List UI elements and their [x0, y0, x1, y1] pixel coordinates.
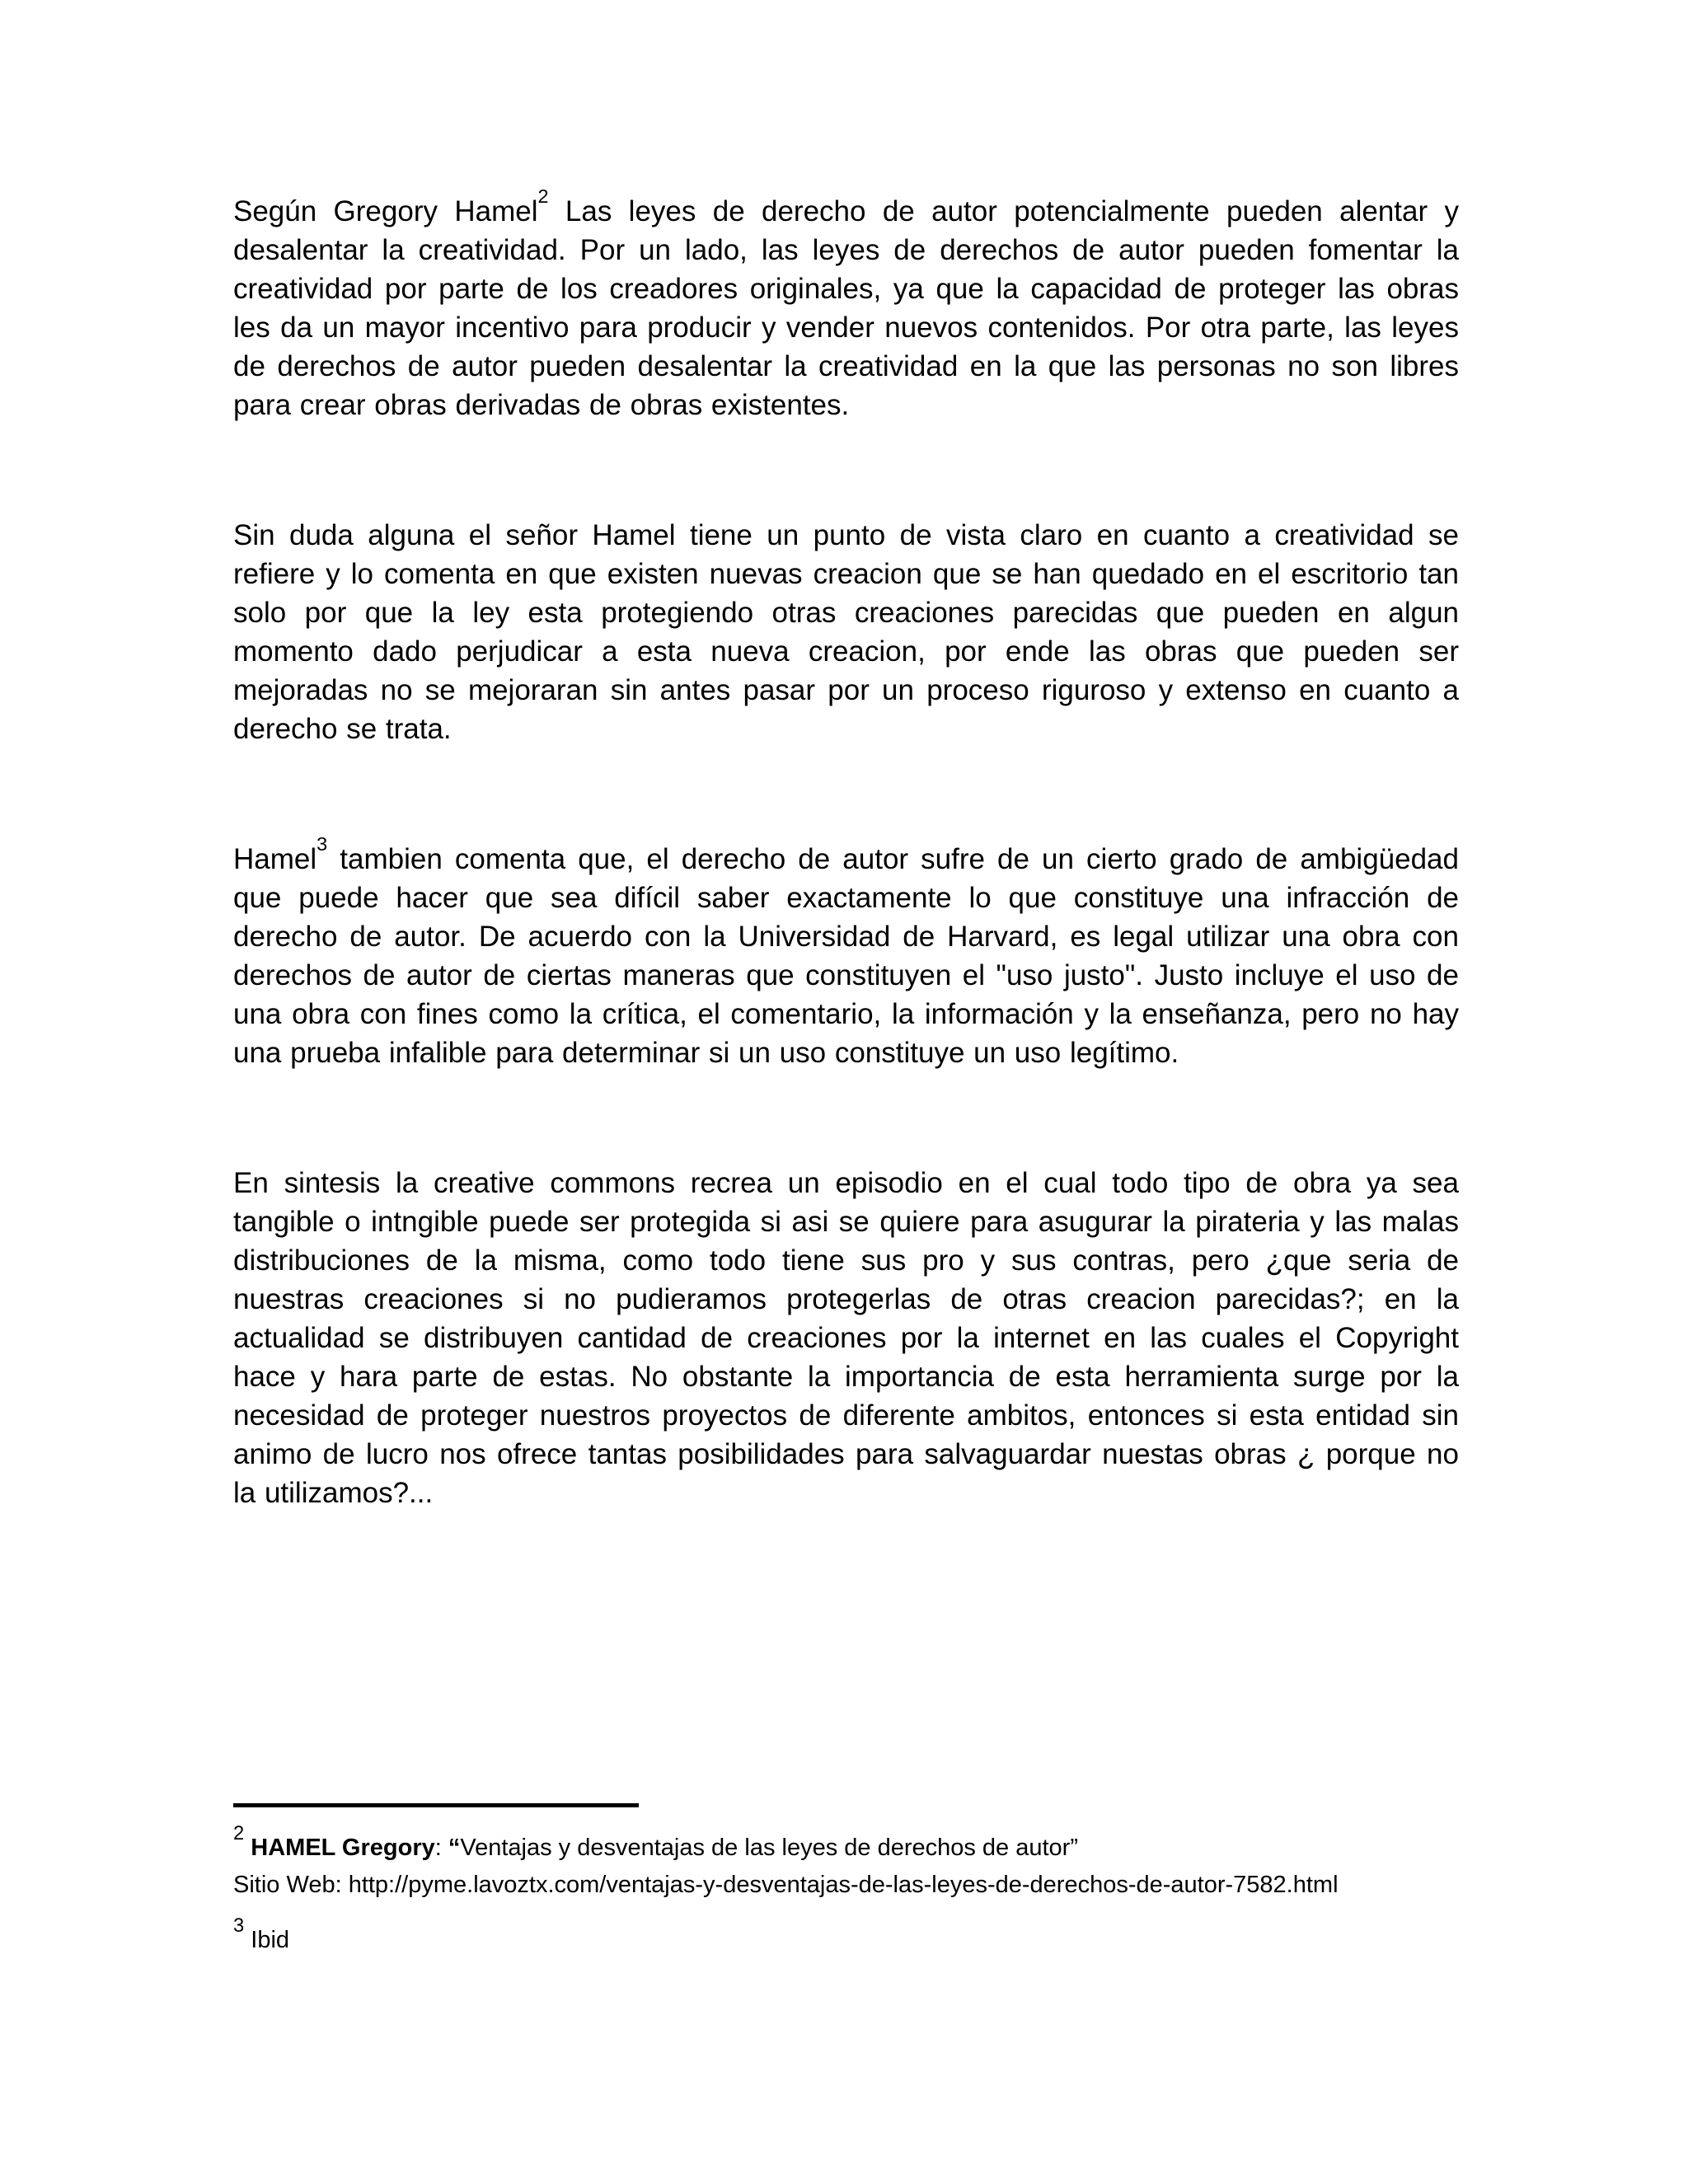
text-run: HAMEL Gregory [251, 1835, 435, 1861]
text-run: Hamel [233, 843, 317, 875]
paragraph-3 [233, 832, 1459, 1072]
footnote-separator [233, 1803, 639, 1807]
text-run: Sin duda alguna el señor Hamel tiene un punto de vista claro en cuanto a creatividad se refiere y lo comenta en que existen nuevas creacion que se han quedado en el escritorio tan solo por que la ley esta protegiendo otras creaciones parecidas que pueden en algun momento dado perjudicar a esta nueva creacion, por ende las obras que pueden ser mejoradas no se mejoraran sin antes pasar por un proceso riguroso y extenso en cuanto a derecho se trata. [233, 519, 1459, 745]
paragraph-2 [233, 516, 1459, 748]
footnote-2 [233, 1822, 1459, 1904]
footnotes-section [233, 1803, 1459, 1959]
footnote-3 [233, 1915, 1459, 1959]
text-run: Ibid [244, 1927, 290, 1953]
text-run: En sintesis la creative commons recrea un episodio en el cual todo tipo de obra ya sea tangible o intngible puede ser protegida si asi se quiere para asugurar la pirateria y las malas distribuciones de la misma, como todo tiene sus pro y sus contras, pero ¿que seria de nuestras creaciones si no pudieramos protegerlas de otras creacion parecidas?; en la actualidad se distribuyen cantidad de creaciones por la internet en las cuales el Copyright hace y hara parte de estas. No obstante la importancia de esta herramienta surge por la necesidad de proteger nuestros proyectos de diferente ambitos, entonces si esta entidad sin animo de lucro nos ofrece tantas posibilidades para salvaguardar nuestas obras ¿ porque no la utilizamos?... [233, 1167, 1459, 1509]
document-body [233, 185, 1459, 1512]
text-run: tambien comenta que, el derecho de autor sufre de un cierto grado de ambigüedad que puede hacer que sea difícil saber exactamente lo que constituye una infracción de derecho de autor. De acuerdo con la Universidad de Harvard, es legal utilizar una obra con derechos de autor de ciertas maneras que constituyen el "uso justo". Justo incluye el uso de una obra con fines como la crítica, el comentario, la información y la enseñanza, pero no hay una prueba infalible para determinar si un uso constituye un uso legítimo. [233, 843, 1459, 1069]
superscript-ref: 3 [233, 1915, 245, 1938]
text-run: Ventajas y desventajas de las leyes de derechos de autor” [460, 1835, 1078, 1861]
paragraph-1 [233, 185, 1459, 424]
superscript-ref: 2 [537, 185, 549, 207]
superscript-ref: 3 [316, 832, 328, 855]
paragraph-4 [233, 1164, 1459, 1512]
text-run: : [434, 1835, 448, 1861]
footnote-2-reference [233, 1822, 1459, 1867]
text-run: “ [448, 1835, 461, 1861]
text-run: Las leyes de derecho de autor potencialmente pueden alentar y desalentar la creatividad. Por un lado, las leyes de derechos de autor pueden fomentar la creatividad por parte de los creadores originales, ya que la capacidad de proteger las obras les da un mayor incentivo para producir y vender nuevos contenidos. Por otra parte, las leyes de derechos de autor pueden desalentar la creatividad en la que las personas no son libres para crear obras derivadas de obras existentes. [233, 195, 1459, 421]
superscript-ref: 2 [233, 1822, 245, 1845]
text-run: Según Gregory Hamel [233, 195, 538, 227]
footnote-2-url: Sitio Web: http://pyme.lavoztx.com/ventajas-y-desventajas-de-las-leyes-de-derechos-de-autor-7582.html [233, 1872, 1339, 1898]
